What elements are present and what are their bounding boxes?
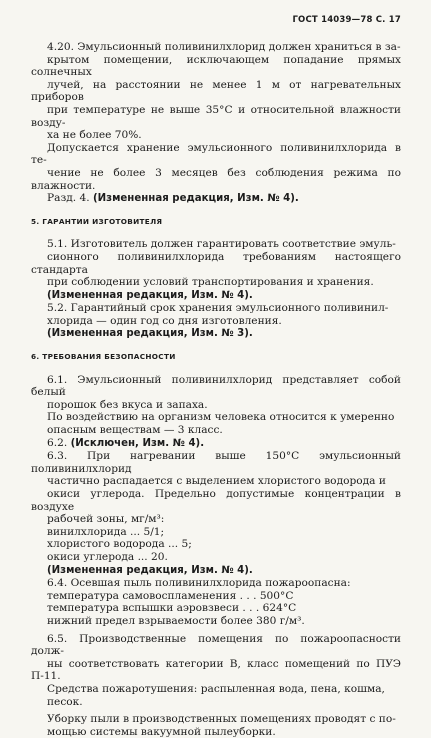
clause-6-5-cleaning	[31, 713, 401, 738]
clause-number: 6.2.	[47, 436, 68, 449]
text-line: при соблюдении условий транспортирования и хранения.	[47, 276, 374, 289]
clause-4-20-note	[31, 142, 401, 192]
section-heading-6: 6. ТРЕБОВАНИЯ БЕЗОПАСНОСТИ	[31, 352, 176, 362]
text-line: 6.4. Осевшая пыль поливинилхлорида пожароопасна:	[47, 577, 351, 590]
limit-list	[31, 526, 401, 564]
text-line: Уборку пыли в производственных помещениях проводят с по-	[47, 713, 396, 726]
section-4-amendment	[31, 192, 401, 206]
list-item: температура самовоспламенения . . . 500°С	[47, 589, 294, 602]
amendment-note: (Измененная редакция, Изм. № 4).	[47, 289, 253, 301]
clause-6-1	[31, 374, 401, 412]
text-line: при температуре не выше 35°С и относительной влажности возду-	[31, 103, 401, 129]
text-line: 4.20. Эмульсионный поливинилхлорид должен храниться в за-	[47, 41, 401, 53]
clause-6-5-extinguishing	[31, 683, 401, 708]
clause-5-1	[31, 238, 401, 288]
list-item: винилхлорида ... 5/1;	[47, 525, 165, 538]
clause-6-1-hazard	[31, 411, 401, 436]
amendment-note: (Измененная редакция, Изм. № 3).	[47, 328, 253, 340]
clause-5-1-amendment	[31, 289, 401, 303]
amendment-note: (Измененная редакция, Изм. № 4).	[92, 193, 299, 205]
text-line: 5.1. Изготовитель должен гарантировать соответствие эмуль-	[47, 238, 396, 251]
document-body	[31, 41, 401, 738]
text-line: ны соответствовать категории В, класс помещений по ПУЭ П-11.	[31, 657, 401, 683]
amendment-note: (Измененная редакция, Изм. № 4).	[47, 564, 253, 576]
clause-5-2-amendment	[31, 327, 401, 341]
text-line: хлорида — один год со дня изготовления.	[47, 314, 282, 327]
section-heading-5: 5. ГАРАНТИИ ИЗГОТОВИТЕЛЯ	[31, 216, 163, 226]
text-line: порошок без вкуса и запаха.	[47, 398, 208, 411]
clause-6-4	[31, 577, 401, 590]
page-header: ГОСТ 14039—78 С. 17	[292, 15, 401, 25]
list-item: хлористого водорода ... 5;	[47, 538, 192, 551]
text-line: лучей, на расстоянии не менее 1 м от нагревательных приборов	[31, 78, 401, 104]
text-line: Допускается хранение эмульсионного поливинилхлорида в те-	[31, 141, 401, 167]
text-line: крытом помещении, исключающем попадание прямых солнечных	[31, 53, 401, 79]
text-line: 6.5. Производственные помещения по пожароопасности долж-	[31, 632, 401, 658]
text-line: 6.3. При нагревании выше 150°С эмульсионный поливинилхлорид	[31, 450, 401, 475]
text-line: ха не более 70%.	[47, 129, 142, 142]
section-ref: Разд. 4.	[47, 192, 90, 205]
clause-6-2	[31, 437, 401, 451]
amendment-note: (Исключен, Изм. № 4).	[70, 437, 205, 449]
text-line: Средства пожаротушения: распыленная вода, пена, кошма,	[47, 682, 385, 695]
text-line: По воздействию на организм человека относится к умеренно	[47, 411, 395, 424]
clause-6-3	[31, 450, 401, 526]
list-item: нижний предел взрываемости более 380 г/м³.	[47, 614, 305, 627]
text-line: мощью системы вакуумной пылеуборки.	[47, 725, 276, 738]
text-line: окиси углерода. Предельно допустимые концентрации в воздухе	[31, 488, 401, 513]
text-line: 5.2. Гарантийный срок хранения эмульсионного поливинил-	[47, 302, 389, 315]
text-line: песок.	[47, 695, 83, 708]
text-line: рабочей зоны, мг/м³:	[47, 513, 165, 526]
list-item: окиси углерода ... 20.	[47, 550, 168, 563]
clause-6-5	[31, 633, 401, 683]
clause-4-20	[31, 41, 401, 142]
fire-properties-list	[31, 590, 401, 628]
text-line: чение не более 3 месяцев без соблюдения режима по влажности.	[31, 166, 401, 192]
text-line: сионного поливинилхлорида требованиям настоящего стандарта	[31, 250, 401, 276]
clause-5-2	[31, 302, 401, 327]
clause-6-3-amendment	[31, 564, 401, 578]
text-line: частично распадается с выделением хлористого водорода и	[47, 475, 386, 488]
list-item: температура вспышки аэровзвеси . . . 624°С	[47, 602, 297, 615]
text-line: опасным веществам — 3 класс.	[47, 424, 223, 437]
text-line: 6.1. Эмульсионный поливинилхлорид представляет собой белый	[31, 373, 401, 399]
